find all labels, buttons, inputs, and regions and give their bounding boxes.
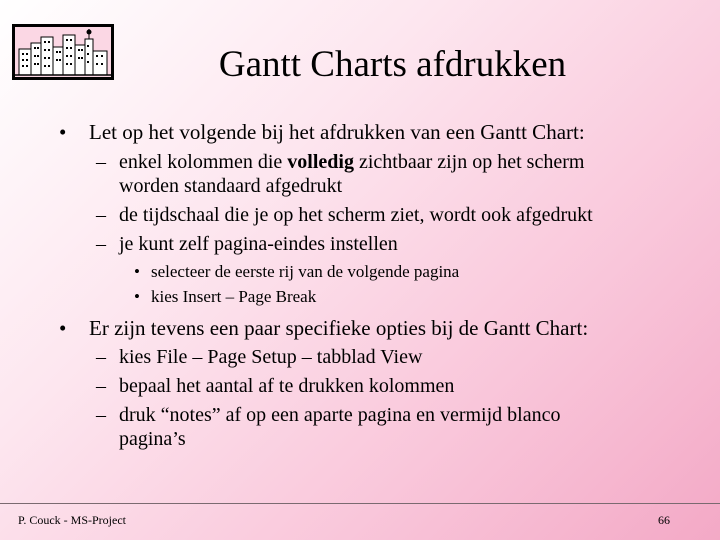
- bullet-level3: [134, 262, 460, 282]
- bullet-continuation: [119, 427, 186, 451]
- bullet-text: Let op het volgende bij het afdrukken van een Gantt Chart:: [89, 120, 585, 144]
- dash-marker: –: [96, 204, 106, 226]
- bullet-level2: [96, 345, 423, 369]
- bullet-level1: [59, 120, 585, 145]
- bullet-text: druk “notes” af op een aparte pagina en vermijd blanco: [119, 404, 561, 426]
- bullet-text-part: zichtbaar zijn op het scherm: [353, 151, 585, 173]
- bullet-marker: •: [134, 287, 140, 306]
- bullet-text: kies File – Page Setup – tabblad View: [119, 346, 423, 368]
- bullet-continuation: [119, 174, 342, 198]
- footer-divider: [0, 503, 720, 504]
- dash-marker: –: [96, 151, 106, 173]
- slide-title: Gantt Charts afdrukken: [218, 44, 567, 85]
- city-skyline-logo: [12, 24, 114, 80]
- bullet-level1: [59, 316, 589, 341]
- bullet-level3: [134, 287, 317, 307]
- dash-marker: –: [96, 233, 106, 255]
- bullet-text: Er zijn tevens een paar specifieke opties bij de Gantt Chart:: [89, 316, 589, 340]
- bullet-text: selecteer de eerste rij van de volgende pagina: [151, 262, 460, 281]
- dash-marker: –: [96, 404, 106, 426]
- bullet-level2: [96, 374, 455, 398]
- bullet-level2: [96, 203, 593, 227]
- bullet-text: bepaal het aantal af te drukken kolommen: [119, 375, 455, 397]
- bullet-text-part: enkel kolommen die: [119, 151, 288, 173]
- bullet-text: de tijdschaal die je op het scherm ziet, wordt ook afgedrukt: [119, 204, 593, 226]
- bold-emphasis: volledig: [287, 151, 354, 173]
- footer-author: P. Couck - MS-Project: [18, 513, 126, 527]
- bullet-level2: [96, 403, 561, 427]
- bullet-marker: •: [134, 262, 140, 281]
- bullet-text: pagina’s: [119, 428, 186, 450]
- dash-marker: –: [96, 346, 106, 368]
- bullet-marker: •: [59, 120, 67, 144]
- bullet-text: je kunt zelf pagina-eindes instellen: [119, 233, 398, 255]
- bullet-level2: [96, 150, 585, 174]
- bullet-text: worden standaard afgedrukt: [119, 175, 343, 197]
- dash-marker: –: [96, 375, 106, 397]
- bullet-level2: [96, 232, 398, 256]
- bullet-marker: •: [59, 316, 67, 340]
- bullet-text: kies Insert – Page Break: [151, 287, 317, 306]
- page-number: 66: [658, 513, 670, 527]
- city-skyline-icon: [15, 27, 111, 77]
